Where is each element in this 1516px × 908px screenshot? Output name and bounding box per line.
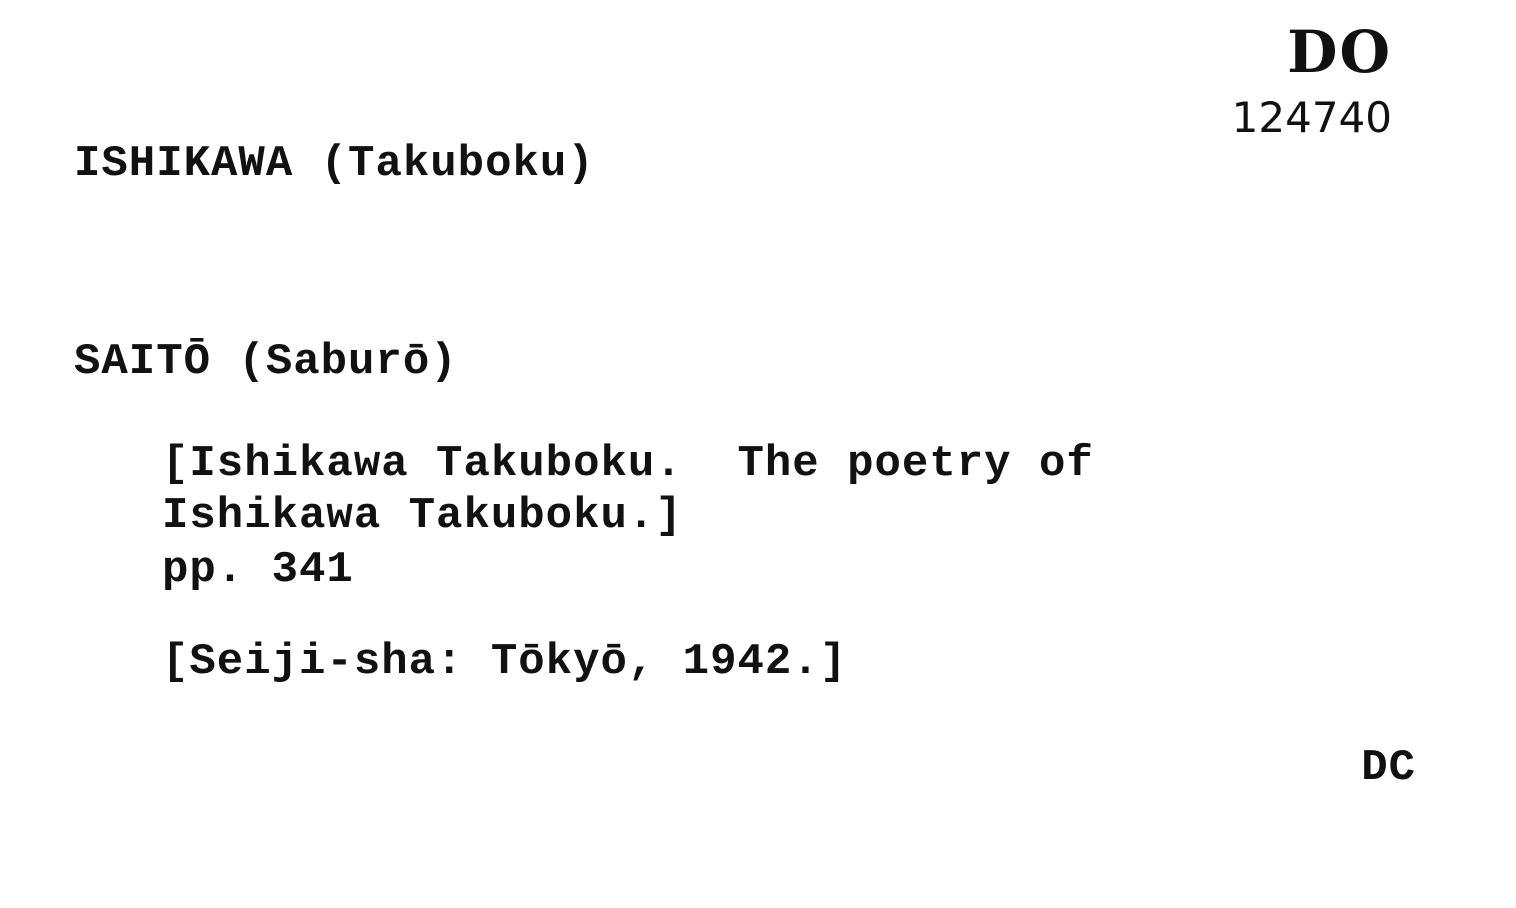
imprint: [Seiji-sha: Tōkyō, 1942.] bbox=[162, 637, 848, 687]
location-code: DC bbox=[1361, 743, 1416, 793]
title-line-1: [Ishikawa Takuboku. The poetry of bbox=[162, 439, 1094, 489]
shelfmark: DO bbox=[1287, 18, 1392, 86]
author-heading: SAITŌ (Saburō) bbox=[74, 337, 458, 387]
subject-heading: ISHIKAWA (Takuboku) bbox=[74, 139, 595, 189]
pagination: pp. 341 bbox=[162, 545, 354, 595]
title-line-2: Ishikawa Takuboku.] bbox=[162, 491, 683, 541]
accession-number: 124740 bbox=[1231, 93, 1392, 142]
